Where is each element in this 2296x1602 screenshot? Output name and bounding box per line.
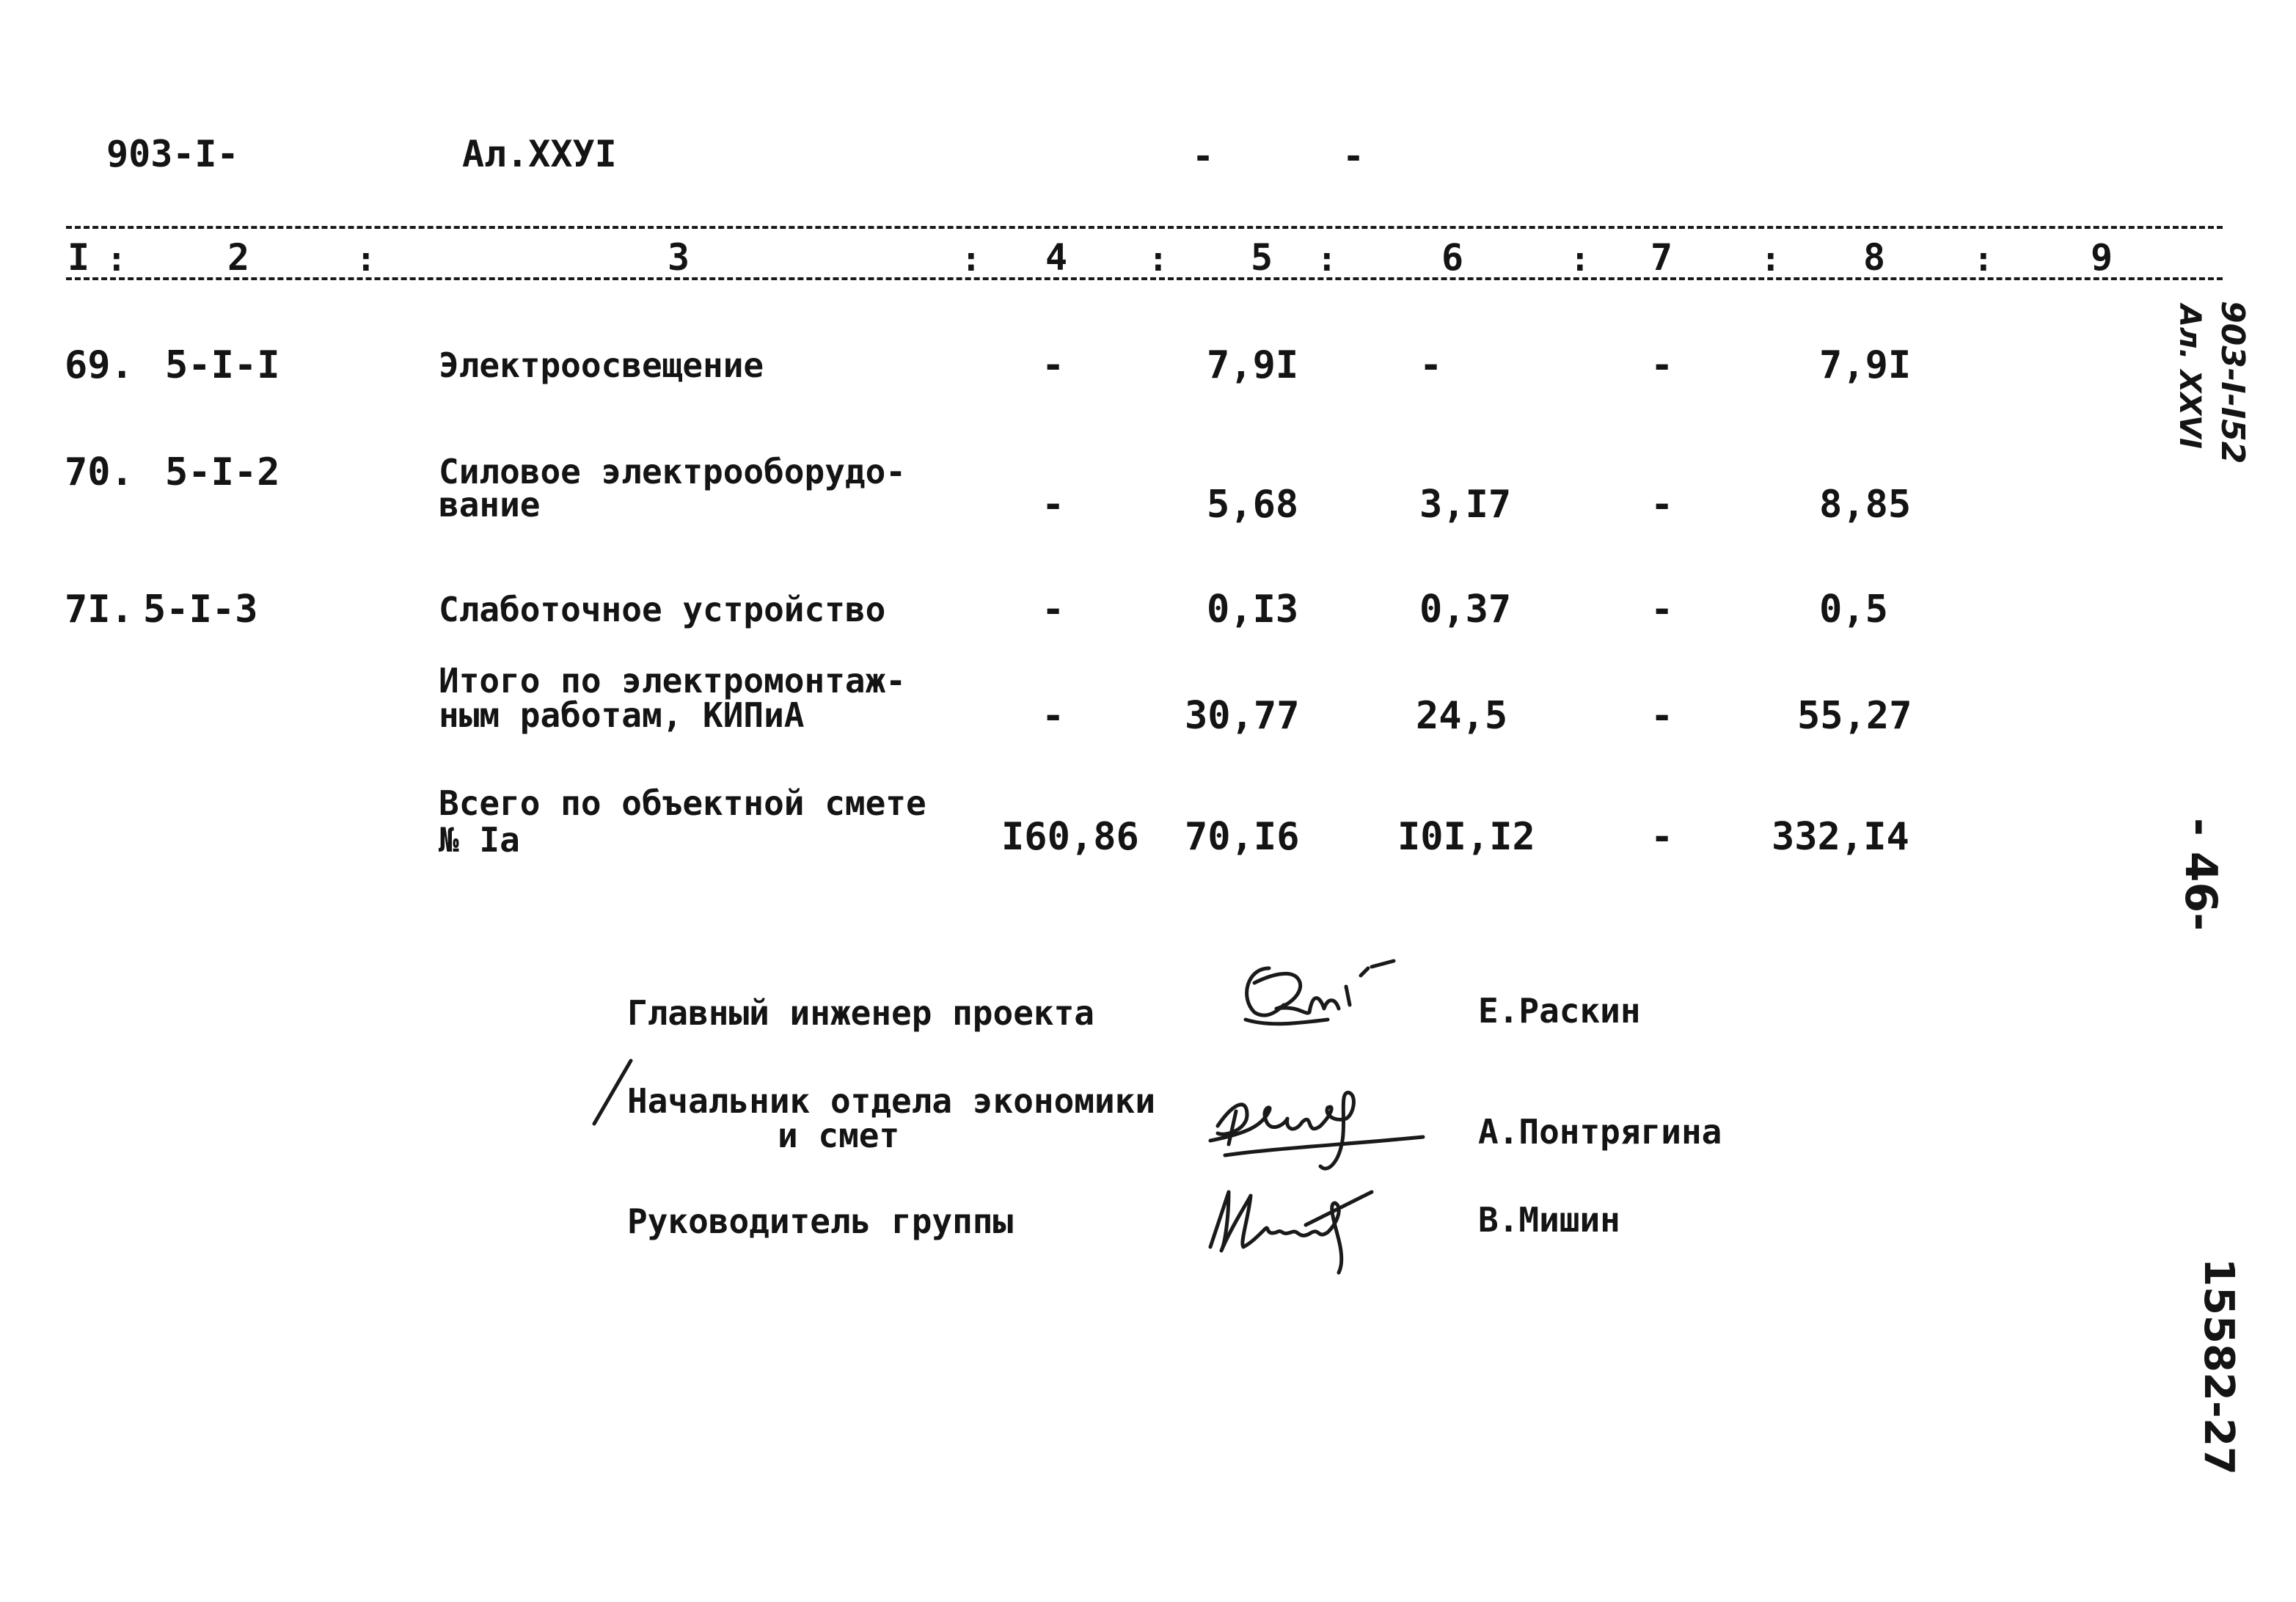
doc-number: 903-I- [106, 133, 239, 175]
signatory-name: Е.Раскин [1478, 991, 1641, 1031]
column-number: 9 [2091, 236, 2113, 279]
row-number: 69. [65, 343, 134, 387]
row-code: 5-I-2 [165, 450, 280, 494]
table-header-bottom-rule [66, 277, 2223, 280]
cell-col4: - [1042, 343, 1065, 387]
cell-col7: - [1650, 815, 1674, 859]
archive-number [2195, 1258, 2242, 1475]
signature-mishin [1196, 1174, 1386, 1276]
column-separator: : [961, 239, 981, 279]
row-name-cont: ным работам, КИПиА [439, 695, 805, 735]
cell-col4: - [1042, 483, 1065, 527]
row-name-cont: № Iа [439, 820, 520, 860]
cell-col7: - [1650, 343, 1674, 387]
header-dash: - [1192, 135, 1215, 178]
cell-col5: 0,I3 [1207, 588, 1299, 632]
page-number [2175, 818, 2226, 932]
cell-col4: - [1042, 694, 1065, 738]
column-number: 7 [1650, 236, 1673, 279]
row-name: Итого по электромонтаж- [439, 661, 906, 701]
column-separator: : [106, 239, 127, 279]
cell-col8: 8,85 [1819, 483, 1912, 527]
cell-col4: - [1042, 588, 1065, 632]
side-code-line2: Ал. XXVI [2173, 304, 2207, 449]
cell-col6: 0,37 [1419, 588, 1512, 632]
column-separator: : [1761, 239, 1781, 279]
cell-col5: 30,77 [1185, 694, 1300, 738]
signatory-name: В.Мишин [1478, 1200, 1620, 1240]
cell-col6: 3,I7 [1419, 483, 1512, 527]
signatory-title: Главный инженер проекта [627, 993, 1094, 1033]
cell-col5: 70,I6 [1185, 815, 1300, 859]
row-number: 70. [65, 450, 134, 494]
cell-col5: 5,68 [1207, 483, 1299, 527]
page-number-text: - 46- [2175, 818, 2226, 932]
column-number: 5 [1251, 236, 1273, 279]
column-number: 3 [668, 236, 690, 279]
archive-number-text: 15582-27 [2195, 1258, 2242, 1475]
signatory-name: А.Понтрягина [1478, 1112, 1722, 1152]
column-separator: : [356, 239, 376, 279]
side-album-stamp [2173, 304, 2207, 449]
column-number: 6 [1441, 236, 1464, 279]
signatory-title-cont: и смет [778, 1116, 900, 1155]
cell-col6: 24,5 [1416, 694, 1508, 738]
signature-pontryagina [1203, 1075, 1438, 1185]
row-code: 5-I-3 [143, 588, 258, 632]
cell-col8: 0,5 [1819, 588, 1888, 632]
column-number: 4 [1045, 236, 1068, 279]
table-header-top-rule [66, 226, 2223, 229]
signature-raskin [1225, 946, 1401, 1042]
row-number: 7I. [65, 588, 134, 632]
column-number: 2 [227, 236, 250, 279]
cell-col7: - [1650, 694, 1674, 738]
row-name: Слаботочное устройство [439, 590, 886, 629]
column-separator: : [1148, 239, 1169, 279]
row-name-cont: вание [439, 485, 541, 524]
column-number: I [67, 236, 90, 279]
column-separator: : [1570, 239, 1590, 279]
cell-col6: I0I,I2 [1397, 815, 1535, 859]
cell-col8: 332,I4 [1772, 815, 1909, 859]
header-dash: - [1342, 135, 1365, 178]
column-separator: : [1317, 239, 1337, 279]
cell-col7: - [1650, 588, 1674, 632]
album-number: Ал.XXУI [462, 133, 617, 175]
cell-col4: I60,86 [1001, 815, 1139, 859]
cell-col7: - [1650, 483, 1674, 527]
row-name: Всего по объектной смете [439, 783, 926, 823]
side-code-line1: 903-I-I52 [2214, 301, 2251, 464]
cell-col5: 7,9I [1207, 343, 1299, 387]
signatory-title: Начальник отдела экономики [627, 1081, 1156, 1121]
side-code-stamp [2214, 301, 2251, 464]
margin-slash-mark [587, 1056, 638, 1130]
row-name: Электроосвещение [439, 345, 764, 385]
signatory-title: Руководитель группы [627, 1202, 1014, 1241]
column-separator: : [1973, 239, 1994, 279]
column-number: 8 [1863, 236, 1886, 279]
cell-col6: - [1419, 343, 1443, 387]
row-name: Силовое электрооборудо- [439, 452, 906, 491]
cell-col8: 55,27 [1797, 694, 1912, 738]
row-code: 5-I-I [165, 343, 280, 387]
cell-col8: 7,9I [1819, 343, 1912, 387]
